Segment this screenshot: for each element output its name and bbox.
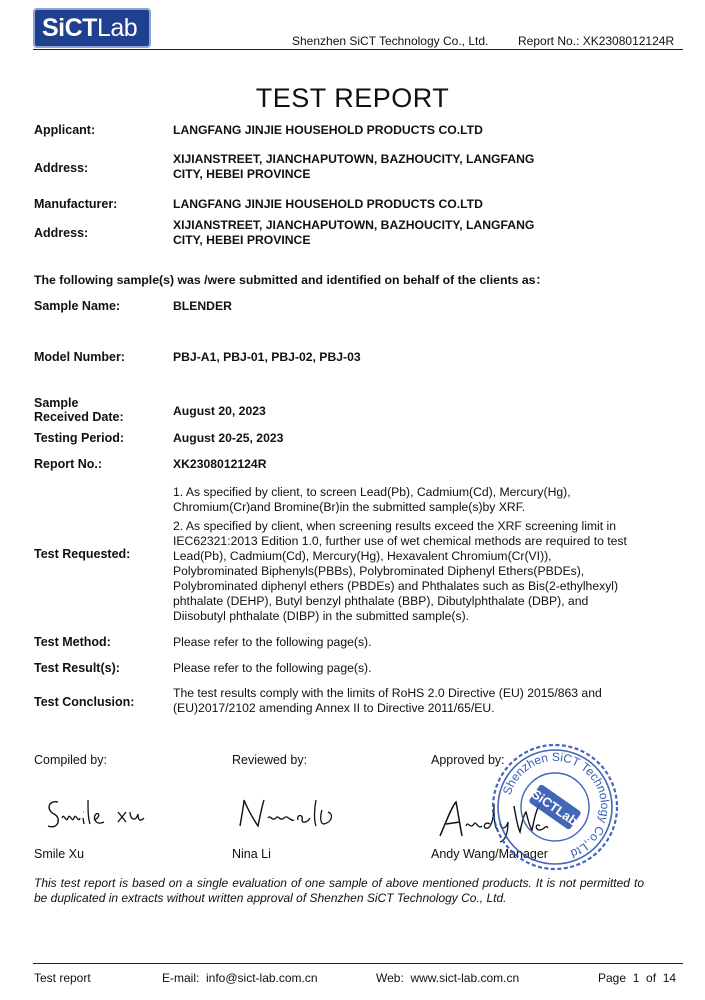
svg-text:SiCTLab: SiCTLab [528, 786, 581, 829]
testing-period-label: Testing Period: [34, 431, 125, 445]
applicant-address-label: Address: [34, 161, 89, 175]
manufacturer-address-line2: CITY, HEBEI PROVINCE [173, 233, 311, 247]
test-conclusion-line1: The test results comply with the limits of RoHS 2.0 Directive (EU) 2015/863 and [173, 686, 602, 700]
footer-divider [33, 963, 683, 964]
applicant-value: LANGFANG JINJIE HOUSEHOLD PRODUCTS CO.LTD [173, 123, 483, 137]
test-requested-line: Polybrominated diphenyl ethers (PBDEs) and Phthalates such as Bis(2-ethylhexyl) [173, 579, 619, 593]
test-requested-line: Polybrominated Biphenyls(PBBs), Polybrominated Diphenyl Ethers(PBDEs), [173, 564, 585, 578]
header-divider [33, 49, 683, 50]
manufacturer-value: LANGFANG JINJIE HOUSEHOLD PRODUCTS CO.LTD [173, 197, 483, 211]
test-requested-line: Lead(Pb), Cadmium(Cd), Mercury(Hg), Hexavalent Chromium(Cr(VI)), [173, 549, 552, 563]
header-report-no: Report No.: XK2308012124R [518, 34, 675, 48]
test-requested-line: phthalate (DEHP), Butyl benzyl phthalate (BBP), Dibutylphthalate (DBP), and [173, 594, 589, 608]
svg-text:Shenzhen SiCT Technology Co.,L: Shenzhen SiCT Technology Co.,Ltd [499, 749, 613, 861]
test-results-label: Test Result(s): [34, 661, 120, 675]
report-no-value: XK2308012124R [173, 457, 267, 471]
footer-doc-type: Test report [34, 971, 91, 985]
company-seal-stamp [490, 742, 620, 872]
manufacturer-label: Manufacturer: [34, 197, 118, 211]
manufacturer-address-line1: XIJIANSTREET, JIANCHAPUTOWN, BAZHOUCITY, LANGFANG [173, 218, 535, 232]
approved-by-label: Approved by: [431, 753, 505, 767]
footer-website[interactable]: Web: www.sict-lab.com.cn [376, 971, 520, 985]
approved-by-name: Andy Wang/Manager [431, 847, 548, 861]
test-method-label: Test Method: [34, 635, 111, 649]
signature-smile-xu [44, 796, 159, 836]
test-conclusion-label: Test Conclusion: [34, 695, 135, 709]
signature-nina-li [236, 796, 346, 832]
test-requested-line: Chromium(Cr)and Bromine(Br)in the submitted sample(s)by XRF. [173, 500, 526, 514]
received-date-value: August 20, 2023 [173, 404, 266, 418]
test-requested-line: Diisobutyl phthalate (DIBP) in the submitted sample(s). [173, 609, 470, 623]
compiled-by-label: Compiled by: [34, 753, 107, 767]
model-number-value: PBJ-A1, PBJ-01, PBJ-02, PBJ-03 [173, 350, 361, 364]
logo-lab: Lab [96, 14, 138, 42]
report-no-label: Report No.: [34, 457, 103, 471]
applicant-address-line1: XIJIANSTREET, JIANCHAPUTOWN, BAZHOUCITY, LANGFANG [173, 152, 535, 166]
compiled-by-name: Smile Xu [34, 847, 85, 861]
footer-email[interactable]: E-mail: info@sict-lab.com.cn [162, 971, 318, 985]
test-requested-line: 2. As specified by client, when screening results exceed the XRF screening limit in [173, 519, 617, 533]
test-method-value: Please refer to the following page(s). [173, 635, 372, 649]
disclaimer-text: This test report is based on a single evaluation of one sample of above mentioned products. It is not permitted to be duplicated in extracts without written approval of Shenzhen SiCT Technology Co., Ltd. [34, 876, 644, 905]
test-requested-label: Test Requested: [34, 547, 131, 561]
page-title: TEST REPORT [255, 83, 450, 113]
logo-sict: SiCT [42, 14, 97, 42]
sample-name-label: Sample Name: [34, 299, 121, 313]
test-requested-line: IEC62321:2013 Edition 1.0, further use of wet chemical methods are required to test [173, 534, 627, 548]
sample-name-value: BLENDER [173, 299, 232, 313]
reviewed-by-label: Reviewed by: [232, 753, 308, 767]
sict-lab-logo [33, 8, 151, 48]
manufacturer-address-label: Address: [34, 226, 89, 240]
test-conclusion-line2: (EU)2017/2102 amending Annex II to Directive 2011/65/EU. [173, 701, 495, 715]
received-date-label-line1: Sample [34, 396, 79, 410]
model-number-label: Model Number: [34, 350, 125, 364]
footer-page-number: Page 1 of 14 [598, 971, 677, 985]
testing-period-value: August 20-25, 2023 [173, 431, 284, 445]
received-date-label-line2: Received Date: [34, 410, 124, 424]
header-company: Shenzhen SiCT Technology Co., Ltd. [292, 34, 489, 48]
applicant-address-line2: CITY, HEBEI PROVINCE [173, 167, 311, 181]
intro-statement: The following sample(s) was /were submitted and identified on behalf of the clients as： [34, 273, 548, 287]
applicant-label: Applicant: [34, 123, 96, 137]
reviewed-by-name: Nina Li [232, 847, 271, 861]
logo-text [42, 14, 137, 43]
test-requested-line: 1. As specified by client, to screen Lead(Pb), Cadmium(Cd), Mercury(Hg), [173, 485, 571, 499]
test-results-value: Please refer to the following page(s). [173, 661, 372, 675]
